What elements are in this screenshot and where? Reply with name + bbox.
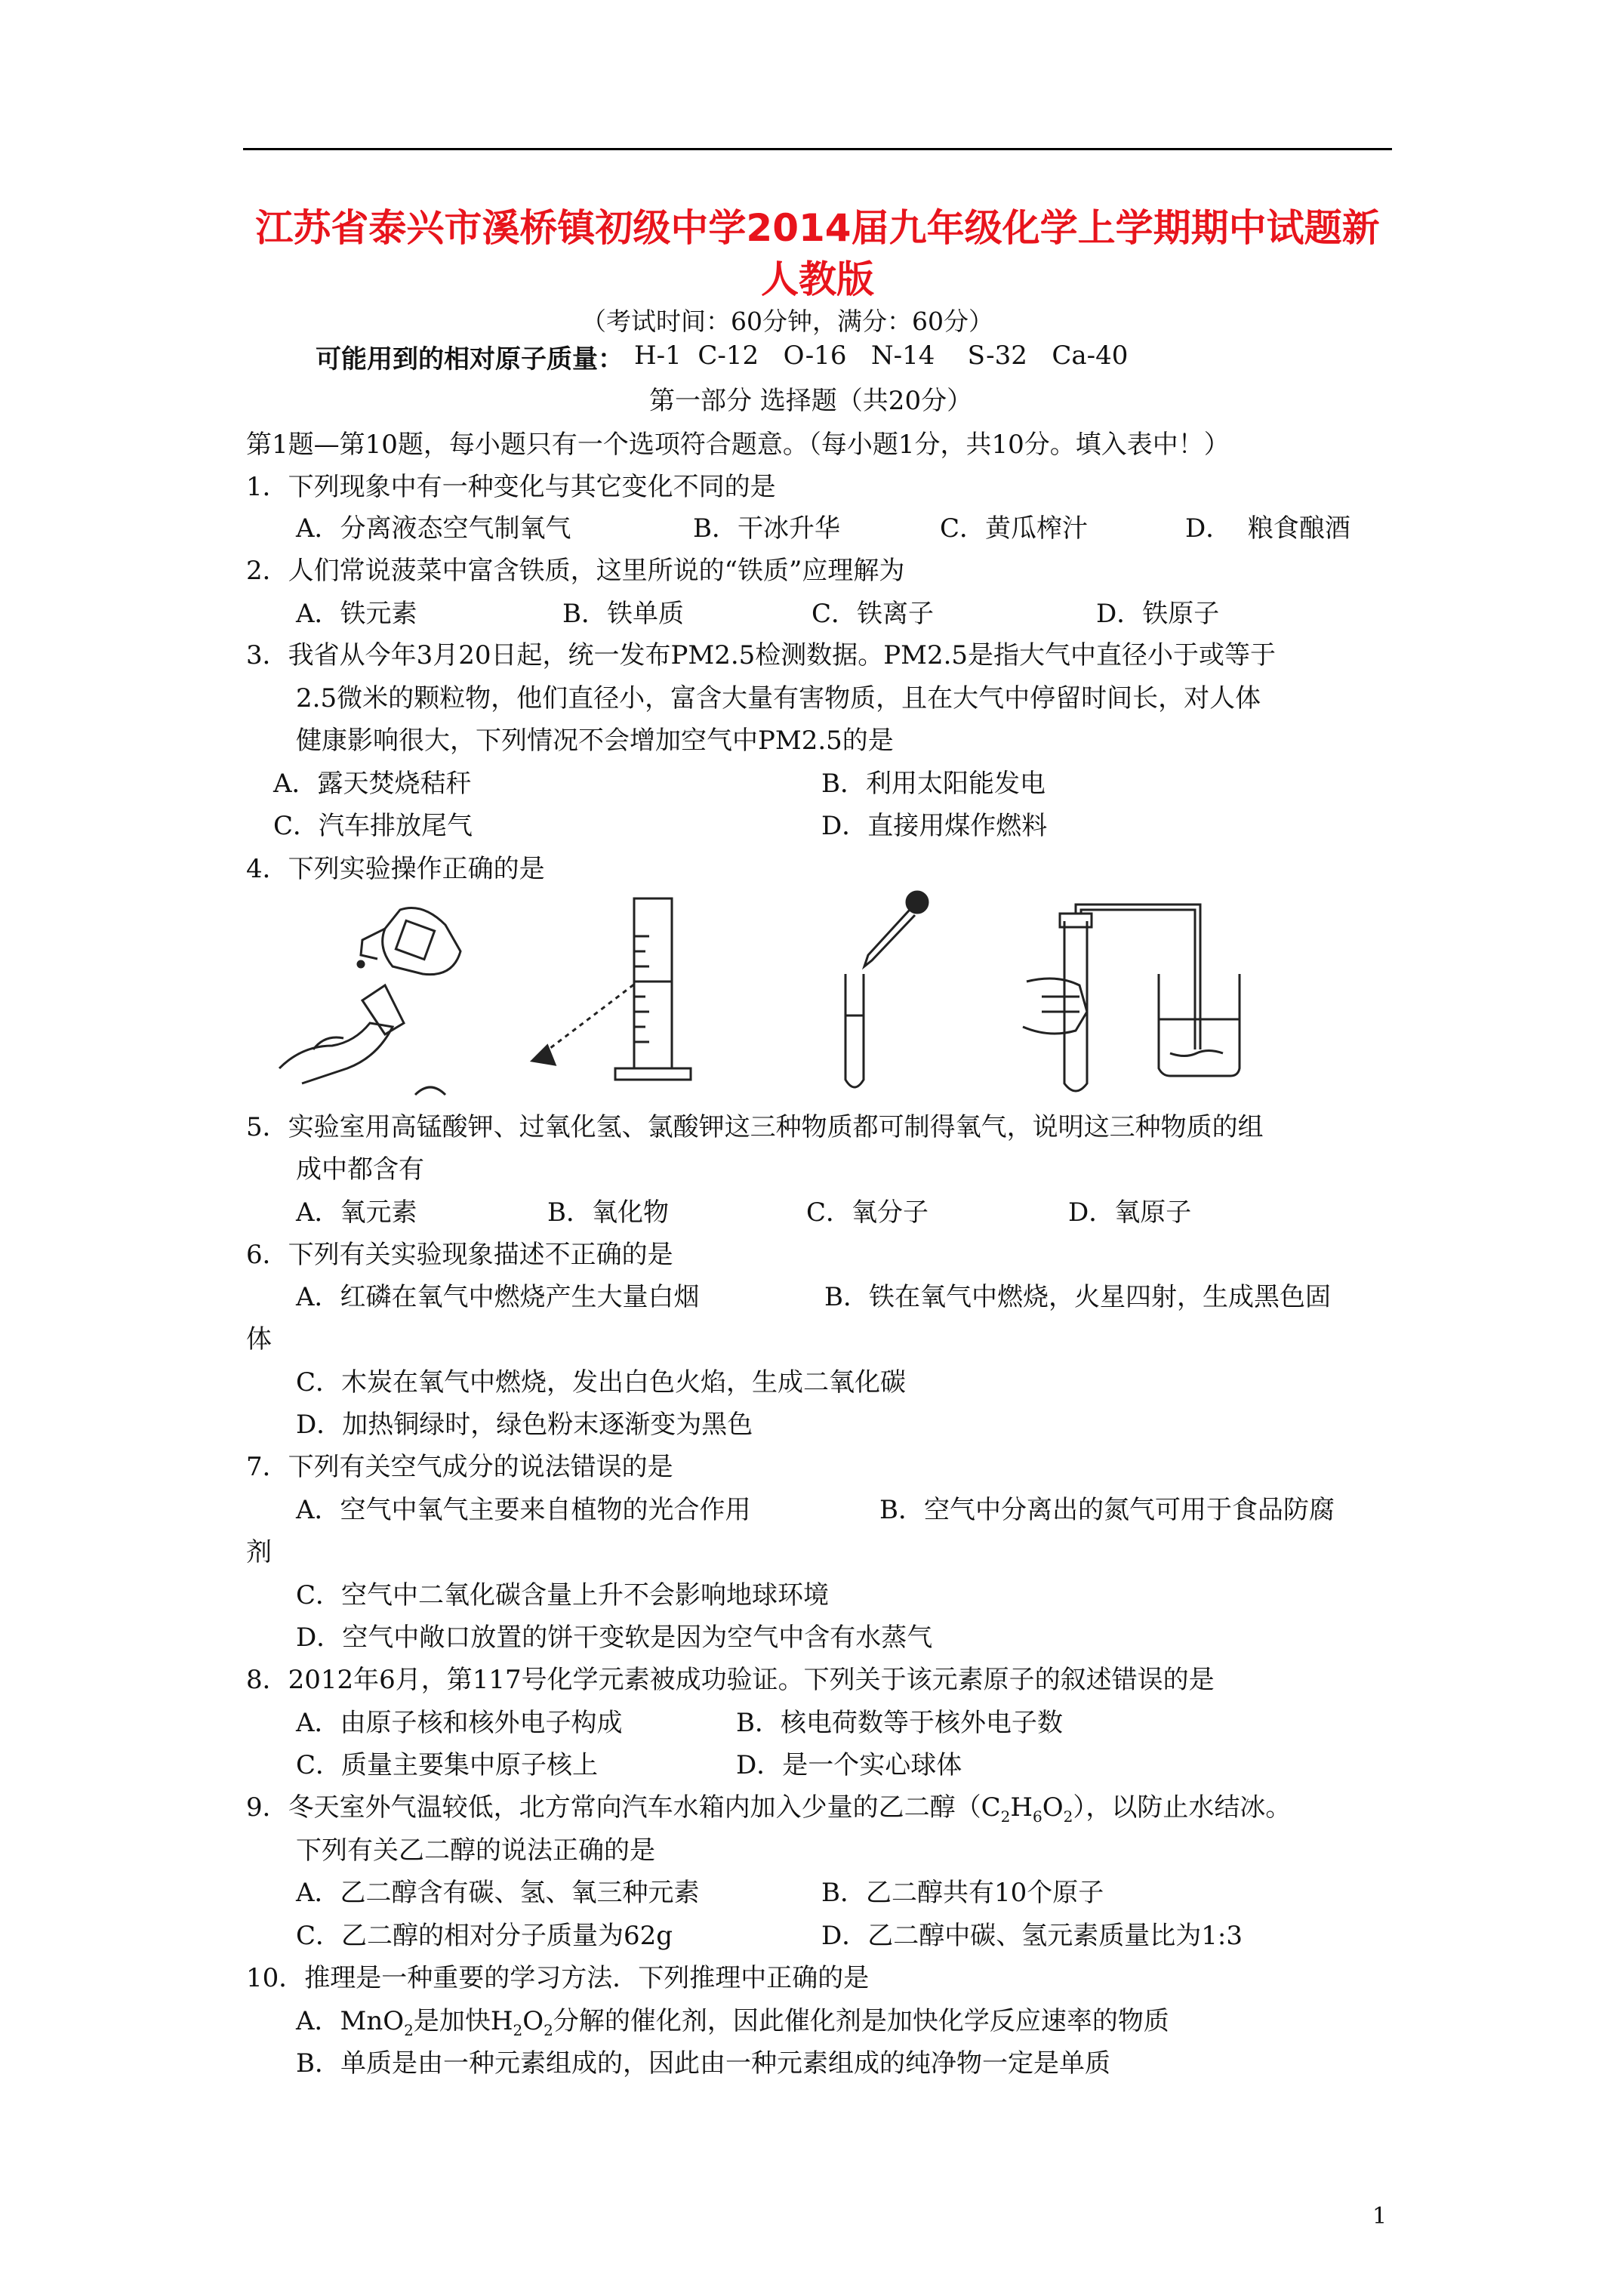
- question-1: 1．下列现象中有一种变化与其它变化不同的是: [246, 472, 776, 502]
- title-line-1: 江苏省泰兴市溪桥镇初级中学2014届九年级化学上学期期中试题新: [255, 206, 1380, 250]
- q5-option-a: A．氧元素: [296, 1197, 417, 1228]
- q1-option-b: B．干冰升华: [693, 513, 840, 544]
- q2-option-c: C．铁离子: [812, 599, 935, 629]
- exam-info: （考试时间：60分钟，满分：60分）: [581, 307, 993, 336]
- q2-option-d: D．铁原子: [1096, 599, 1220, 629]
- atomic-mass-values: H-1 C-12 O-16 N-14 S-32 Ca-40: [634, 341, 1129, 371]
- q6-option-b-cont: 体: [246, 1324, 272, 1354]
- question-3-line-3: 健康影响很大，下列情况不会增加空气中PM2.5的是: [296, 726, 894, 756]
- q5-option-d: D．氧原子: [1068, 1197, 1192, 1228]
- q7-option-d: D．空气中敞口放置的饼干变软是因为空气中含有水蒸气: [296, 1623, 933, 1653]
- question-6: 6．下列有关实验现象描述不正确的是: [246, 1240, 673, 1270]
- q8-option-c: C．质量主要集中原子核上: [296, 1750, 599, 1780]
- header-rule: [243, 148, 1392, 150]
- instructions: 第1题—第10题，每小题只有一个选项符合题意。（每小题1分，共10分。填入表中！）: [246, 430, 1230, 460]
- q7-option-b-cont: 剂: [246, 1537, 272, 1567]
- q2-option-b: B．铁单质: [562, 599, 684, 629]
- q6-option-d: D．加热铜绿时，绿色粉末逐渐变为黑色: [296, 1410, 753, 1440]
- q1-option-d: D． 粮食酿酒: [1185, 513, 1350, 544]
- question-9-line-2: 下列有关乙二醇的说法正确的是: [296, 1835, 655, 1866]
- q7-option-c: C．空气中二氧化碳含量上升不会影响地球环境: [296, 1580, 830, 1610]
- q1-option-a: A．分离液态空气制氧气: [296, 513, 571, 544]
- q2-option-a: A．铁元素: [296, 599, 417, 629]
- question-9-line-1: 9．冬天室外气温较低，北方常向汽车水箱内加入少量的乙二醇$(C_2H_6O_2)$，以防止水结冰。: [246, 1792, 1292, 1826]
- question-10: 10．推理是一种重要的学习方法．下列推理中正确的是: [246, 1963, 870, 1993]
- q10-option-a: A．MnO$_2$是加快$H_2O_2$分解的催化剂，因此催化剂是加快化学反应速率的物质: [296, 2006, 1169, 2039]
- q6-option-c: C．木炭在氧气中燃烧，发出白色火焰，生成二氧化碳: [296, 1367, 907, 1398]
- lab-figure-graduated-cylinder: [528, 891, 710, 1087]
- question-5-line-1: 5．实验室用高锰酸钾、过氧化氢、氯酸钾这三种物质都可制得氧气，说明这三种物质的组: [246, 1112, 1264, 1142]
- q9-option-a: A．乙二醇含有碳、氢、氧三种元素: [296, 1878, 700, 1908]
- q3-option-c: C．汽车排放尾气: [273, 811, 473, 841]
- q7-option-a: A．空气中氧气主要来自植物的光合作用: [296, 1495, 751, 1525]
- question-2: 2．人们常说菠菜中富含铁质，这里所说的“铁质”应理解为: [246, 556, 905, 586]
- q9-option-b: B．乙二醇共有10个原子: [821, 1878, 1104, 1908]
- page-number: 1: [1372, 2203, 1387, 2230]
- q5-option-c: C．氧分子: [806, 1197, 929, 1228]
- lab-figure-pouring-liquid: [272, 895, 476, 1099]
- question-3-line-2: 2.5微米的颗粒物，他们直径小，富含大量有害物质，且在大气中停留时间长，对人体: [296, 683, 1261, 713]
- q10-option-b: B．单质是由一种元素组成的，因此由一种元素组成的纯净物一定是单质: [296, 2048, 1110, 2079]
- part-title: 第一部分 选择题（共20分）: [649, 386, 973, 416]
- q9-option-d: D．乙二醇中碳、氢元素质量比为1:3: [821, 1921, 1243, 1951]
- q6-option-a: A．红磷在氧气中燃烧产生大量白烟: [296, 1282, 700, 1312]
- lab-figure-airtightness-check: [1004, 898, 1291, 1095]
- q8-option-b: B．核电荷数等于核外电子数: [736, 1708, 1063, 1738]
- atomic-mass-label: 可能用到的相对原子质量：: [316, 344, 624, 374]
- q7-option-b: B．空气中分离出的氮气可用于食品防腐: [879, 1495, 1335, 1525]
- q1-option-c: C．黄瓜榨汁: [940, 513, 1089, 544]
- question-4: 4．下列实验操作正确的是: [246, 854, 545, 884]
- q8-option-a: A．由原子核和核外电子构成: [296, 1708, 623, 1738]
- q3-option-b: B．利用太阳能发电: [821, 769, 1046, 799]
- question-5-line-2: 成中都含有: [296, 1154, 424, 1185]
- q3-option-d: D．直接用煤作燃料: [821, 811, 1048, 841]
- q3-option-a: A．露天焚烧秸秆: [273, 769, 472, 799]
- q6-option-b: B．铁在氧气中燃烧，火星四射，生成黑色固: [824, 1282, 1331, 1312]
- q8-option-d: D．是一个实心球体: [736, 1750, 962, 1780]
- question-7: 7．下列有关空气成分的说法错误的是: [246, 1452, 673, 1482]
- lab-figure-dropper: [823, 883, 959, 1102]
- q5-option-b: B．氧化物: [547, 1197, 669, 1228]
- question-8: 8．2012年6月，第117号化学元素被成功验证。下列关于该元素原子的叙述错误的是: [246, 1665, 1215, 1695]
- question-3-line-1: 3．我省从今年3月20日起，统一发布PM2.5检测数据。PM2.5是指大气中直径小于或等于: [246, 640, 1277, 670]
- title-line-2: 人教版: [761, 257, 874, 301]
- q9-option-c: C．乙二醇的相对分子质量为62g: [296, 1921, 673, 1951]
